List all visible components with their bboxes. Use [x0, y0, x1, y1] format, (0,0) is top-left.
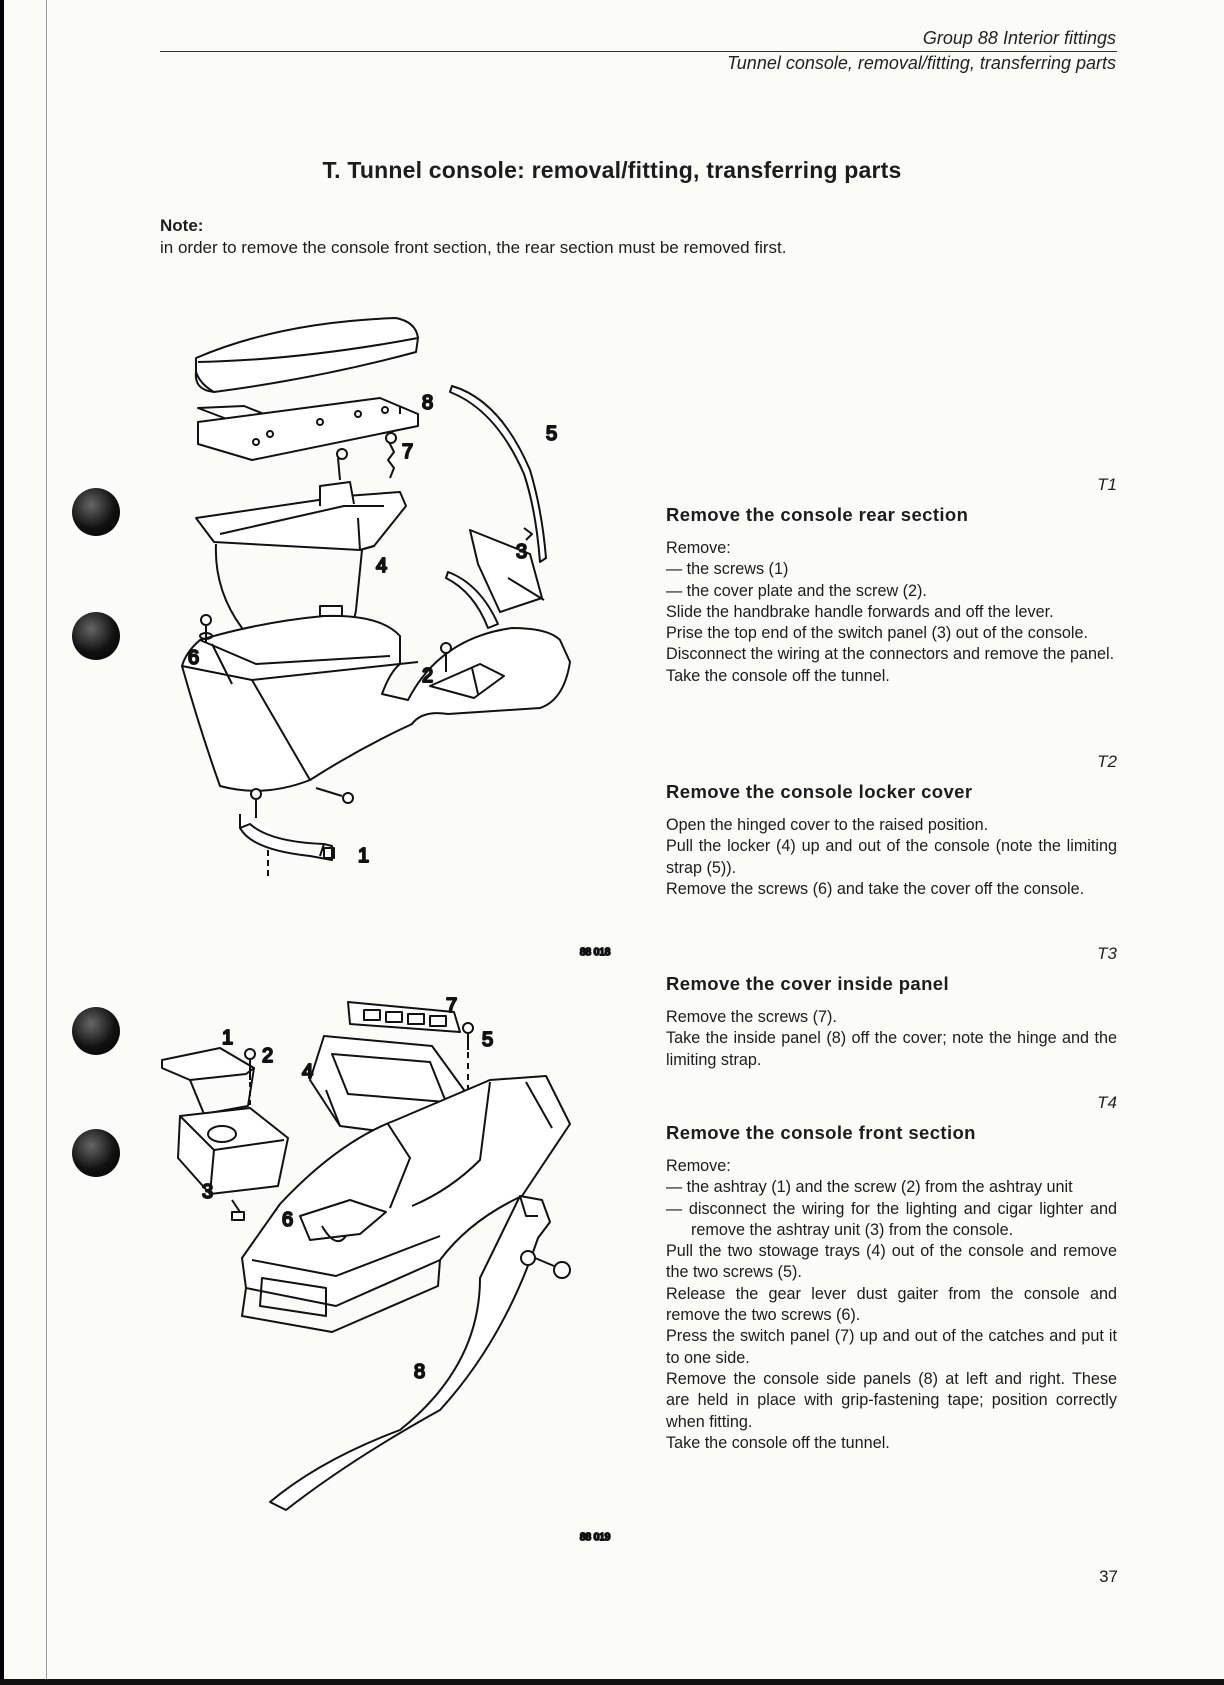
instruction-line: Remove the screws (6) and take the cover off the console. — [666, 879, 1085, 898]
section-t1 — [666, 474, 1117, 734]
header-rule — [160, 51, 1117, 52]
step-tag: T2 — [1097, 752, 1117, 771]
callout: 5 — [482, 1029, 494, 1051]
ashtray-unit — [178, 1108, 288, 1220]
section-heading: Remove the console rear section — [666, 504, 969, 525]
header-group: Group 88 Interior fittings — [922, 28, 1116, 48]
instruction-line: Take the console off the tunnel. — [666, 1433, 890, 1452]
callout: 1 — [222, 1027, 234, 1049]
section-heading: Remove the cover inside panel — [666, 973, 950, 994]
instruction-line: Take the inside panel (8) off the cover; note the hinge and the limiting strap. — [666, 1029, 1117, 1069]
switch-panel — [348, 1002, 460, 1032]
instruction-line: — the cover plate and the screw (2). — [666, 581, 927, 600]
callout: 7 — [402, 441, 414, 463]
section-heading: Remove the console locker cover — [666, 781, 973, 802]
callout: 2 — [422, 665, 434, 687]
step-tag: T4 — [1097, 1093, 1117, 1112]
header-subtitle: Tunnel console, removal/fitting, transferring parts — [727, 53, 1116, 73]
instruction-line: — disconnect the wiring for the lighting and cigar lighter and remove the ashtray unit (3) from the console. — [666, 1199, 1117, 1239]
callout: 6 — [282, 1209, 294, 1231]
instruction-line: Take the console off the tunnel. — [666, 666, 890, 685]
instruction-line: Disconnect the wiring at the connectors and remove the panel. — [666, 645, 1115, 664]
note-text: in order to remove the console front section, the rear section must be removed first. — [160, 238, 787, 257]
step-tag: T3 — [1097, 944, 1117, 963]
instruction-line: Remove: — [666, 539, 731, 557]
instruction-line: Pull the locker (4) up and out of the console (note the limiting strap (5)). — [666, 837, 1117, 877]
page-edge — [0, 0, 4, 1685]
instruction-line: Release the gear lever dust gaiter from the console and remove the two screws (6). — [666, 1284, 1117, 1325]
instruction-line: Open the hinged cover to the raised position. — [666, 816, 989, 834]
callout: 1 — [358, 845, 370, 867]
punch-hole — [72, 1129, 120, 1177]
note-label: Note: — [160, 216, 204, 235]
page-number: 37 — [1099, 1567, 1118, 1586]
callout: 4 — [376, 555, 388, 577]
instruction-line: — the ashtray (1) and the screw (2) from the ashtray unit — [666, 1178, 1073, 1197]
callout: 5 — [546, 423, 558, 445]
instruction-line: Press the switch panel (7) up and out of the catches and put it to one side. — [666, 1327, 1117, 1367]
screw-1 — [251, 788, 353, 818]
punch-hole — [72, 488, 120, 536]
section-t3 — [666, 943, 1117, 1083]
section-body — [666, 1007, 1117, 1071]
callout: 8 — [414, 1361, 426, 1383]
instruction-line: — the screws (1) — [666, 560, 789, 579]
screw-6 — [200, 615, 212, 642]
armrest-cushion — [196, 318, 418, 392]
figure-code: 88 019 — [580, 1531, 611, 1543]
cover-inside-panel — [198, 398, 418, 460]
section-body — [666, 815, 1117, 900]
callout: 3 — [516, 541, 528, 563]
figure-console-rear-exploded — [160, 310, 640, 960]
console-rear-body — [182, 606, 570, 791]
instruction-line: Pull the two stowage trays (4) out of the console and remove the two screws (5). — [666, 1242, 1117, 1282]
figure-console-front-exploded — [150, 990, 640, 1550]
callout: 4 — [302, 1061, 314, 1083]
figure-code: 88 018 — [580, 946, 611, 958]
mounting-bracket — [240, 814, 334, 878]
section-body — [666, 538, 1117, 687]
fastener — [521, 1251, 570, 1278]
callout: 2 — [262, 1045, 274, 1067]
section-body — [666, 1156, 1117, 1454]
screw-7 — [386, 433, 396, 478]
ashtray — [162, 1048, 254, 1114]
page-title: T. Tunnel console: removal/fitting, transferring parts — [322, 157, 902, 183]
instruction-line: Remove: — [666, 1157, 731, 1175]
instruction-line: Remove the screws (7). — [666, 1008, 837, 1026]
callout: 7 — [446, 995, 458, 1017]
instruction-line: Slide the handbrake handle forwards and off the lever. — [666, 602, 1054, 621]
callout: 3 — [202, 1181, 214, 1203]
step-tag: T1 — [1097, 475, 1117, 494]
instruction-line: Prise the top end of the switch panel (3) out of the console. — [666, 624, 1089, 643]
punch-hole — [72, 1007, 120, 1055]
page-fold — [46, 0, 47, 1685]
callout: 6 — [188, 647, 200, 669]
scan-border — [0, 1679, 1224, 1685]
section-heading: Remove the console front section — [666, 1122, 976, 1143]
callout: 8 — [422, 392, 434, 414]
instruction-line: Remove the console side panels (8) at left and right. These are held in place with grip-fastening tape; position correctly when fitting. — [666, 1369, 1117, 1431]
punch-hole — [72, 612, 120, 660]
section-t2 — [666, 751, 1117, 931]
section-t4 — [666, 1092, 1117, 1512]
